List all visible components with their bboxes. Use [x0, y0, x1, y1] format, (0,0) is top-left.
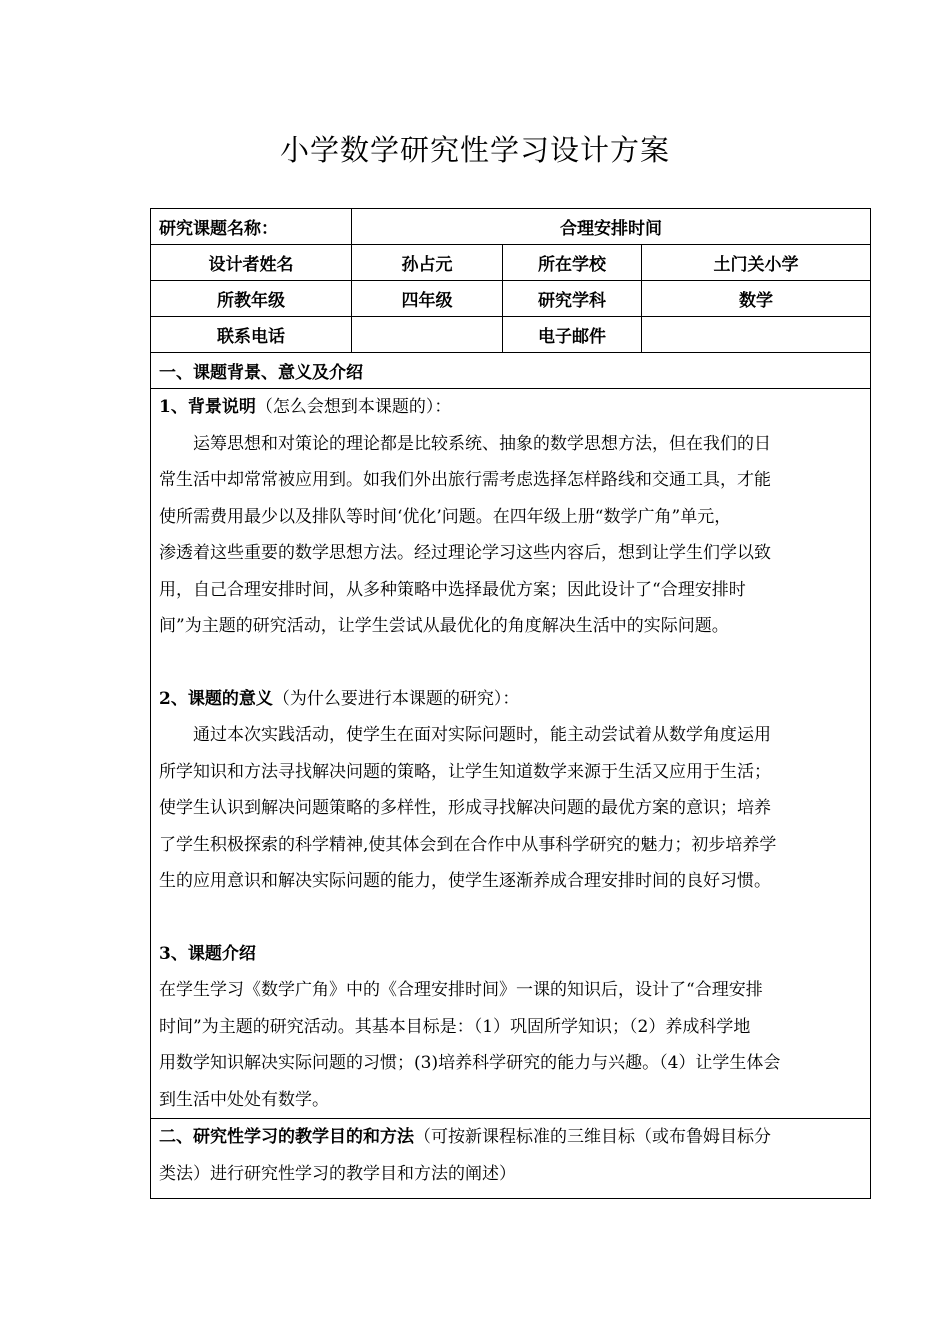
grade-value: 四年级: [352, 281, 503, 317]
intro-line: 到生活中处处有数学。: [159, 1089, 329, 1110]
section1-body: [151, 389, 871, 1119]
topic-label: 研究课题名称：: [151, 209, 352, 245]
section2-hint: （可按新课程标准的三维目标（或布鲁姆目标分: [414, 1127, 771, 1147]
meaning-hint: （为什么要进行本课题的研究）：: [272, 688, 520, 709]
meaning-line: 通过本次实践活动，使学生在面对实际问题时，能主动尝试着从数学角度运用: [193, 725, 771, 745]
spacer: [159, 900, 862, 936]
section2-heading: 二、研究性学习的教学目的和方法: [159, 1127, 414, 1147]
background-line: 使所需费用最少以及排队等时间‘优化’问题。在四年级上册“数学广角”单元，: [159, 506, 732, 527]
section2-hint-cont: 类法）进行研究性学习的教学目和方法的阐述）: [159, 1163, 516, 1184]
meaning-line: 了学生积极探索的科学精神,使其体会到在合作中从事科学研究的魅力；初步培养学: [159, 834, 777, 855]
grade-row: [151, 281, 871, 317]
document-title: 小学数学研究性学习设计方案: [279, 133, 670, 167]
designer-row: [151, 245, 871, 281]
background-line: 间”为主题的研究活动，让学生尝试从最优化的角度解决生活中的实际问题。: [159, 616, 729, 636]
designer-value: 孙占元: [352, 245, 503, 281]
intro-line: 用数学知识解决实际问题的习惯；(3)培养科学研究的能力与兴趣。（4）让学生体会: [159, 1053, 781, 1073]
meaning-line: 使学生认识到解决问题策略的多样性，形成寻找解决问题的最优方案的意识；培养: [159, 798, 771, 818]
section2-row: [151, 1119, 871, 1199]
intro-heading: 3、课题介绍: [159, 943, 256, 964]
meaning-line: 生的应用意识和解决实际问题的能力，使学生逐渐养成合理安排时间的良好习惯。: [159, 871, 771, 891]
phone-label: 联系电话: [151, 317, 352, 353]
background-hint: （怎么会想到本课题的）：: [255, 397, 452, 417]
design-form-table: [150, 208, 871, 1199]
background-line: 常生活中却常常被应用到。如我们外出旅行需考虑选择怎样路线和交通工具，才能: [159, 470, 771, 490]
grade-label: 所教年级: [151, 281, 352, 317]
school-label: 所在学校: [503, 245, 642, 281]
designer-label: 设计者姓名: [151, 245, 352, 281]
subject-label: 研究学科: [503, 281, 642, 317]
topic-value: 合理安排时间: [352, 209, 871, 245]
section2-body: [151, 1119, 871, 1199]
school-value: 土门关小学: [642, 245, 871, 281]
contact-row: [151, 317, 871, 353]
section1-heading: 一、课题背景、意义及介绍: [151, 353, 871, 389]
meaning-line: 所学知识和方法寻找解决问题的策略，让学生知道数学来源于生活又应用于生活；: [159, 761, 771, 782]
background-line: 运筹思想和对策论的理论都是比较系统、抽象的数学思想方法，但在我们的日: [193, 433, 771, 454]
subject-value: 数学: [642, 281, 871, 317]
meaning-heading: 2、课题的意义: [159, 688, 273, 709]
spacer: [159, 645, 862, 681]
intro-line: 在学生学习《数学广角》中的《合理安排时间》一课的知识后，设计了“合理安排: [159, 980, 763, 1000]
email-value: [642, 317, 871, 353]
topic-row: [151, 209, 871, 245]
section1-heading-row: [151, 353, 871, 389]
background-line: 渗透着这些重要的数学思想方法。经过理论学习这些内容后，想到让学生们学以致: [159, 543, 771, 563]
section1-body-row: [151, 389, 871, 1119]
background-line: 用，自己合理安排时间，从多种策略中选择最优方案；因此设计了“合理安排时: [159, 579, 746, 600]
email-label: 电子邮件: [503, 317, 642, 353]
intro-line: 时间”为主题的研究活动。其基本目标是：（1）巩固所学知识；（2）养成科学地: [159, 1016, 751, 1037]
background-heading: 1、背景说明: [159, 397, 256, 417]
phone-value: [352, 317, 503, 353]
